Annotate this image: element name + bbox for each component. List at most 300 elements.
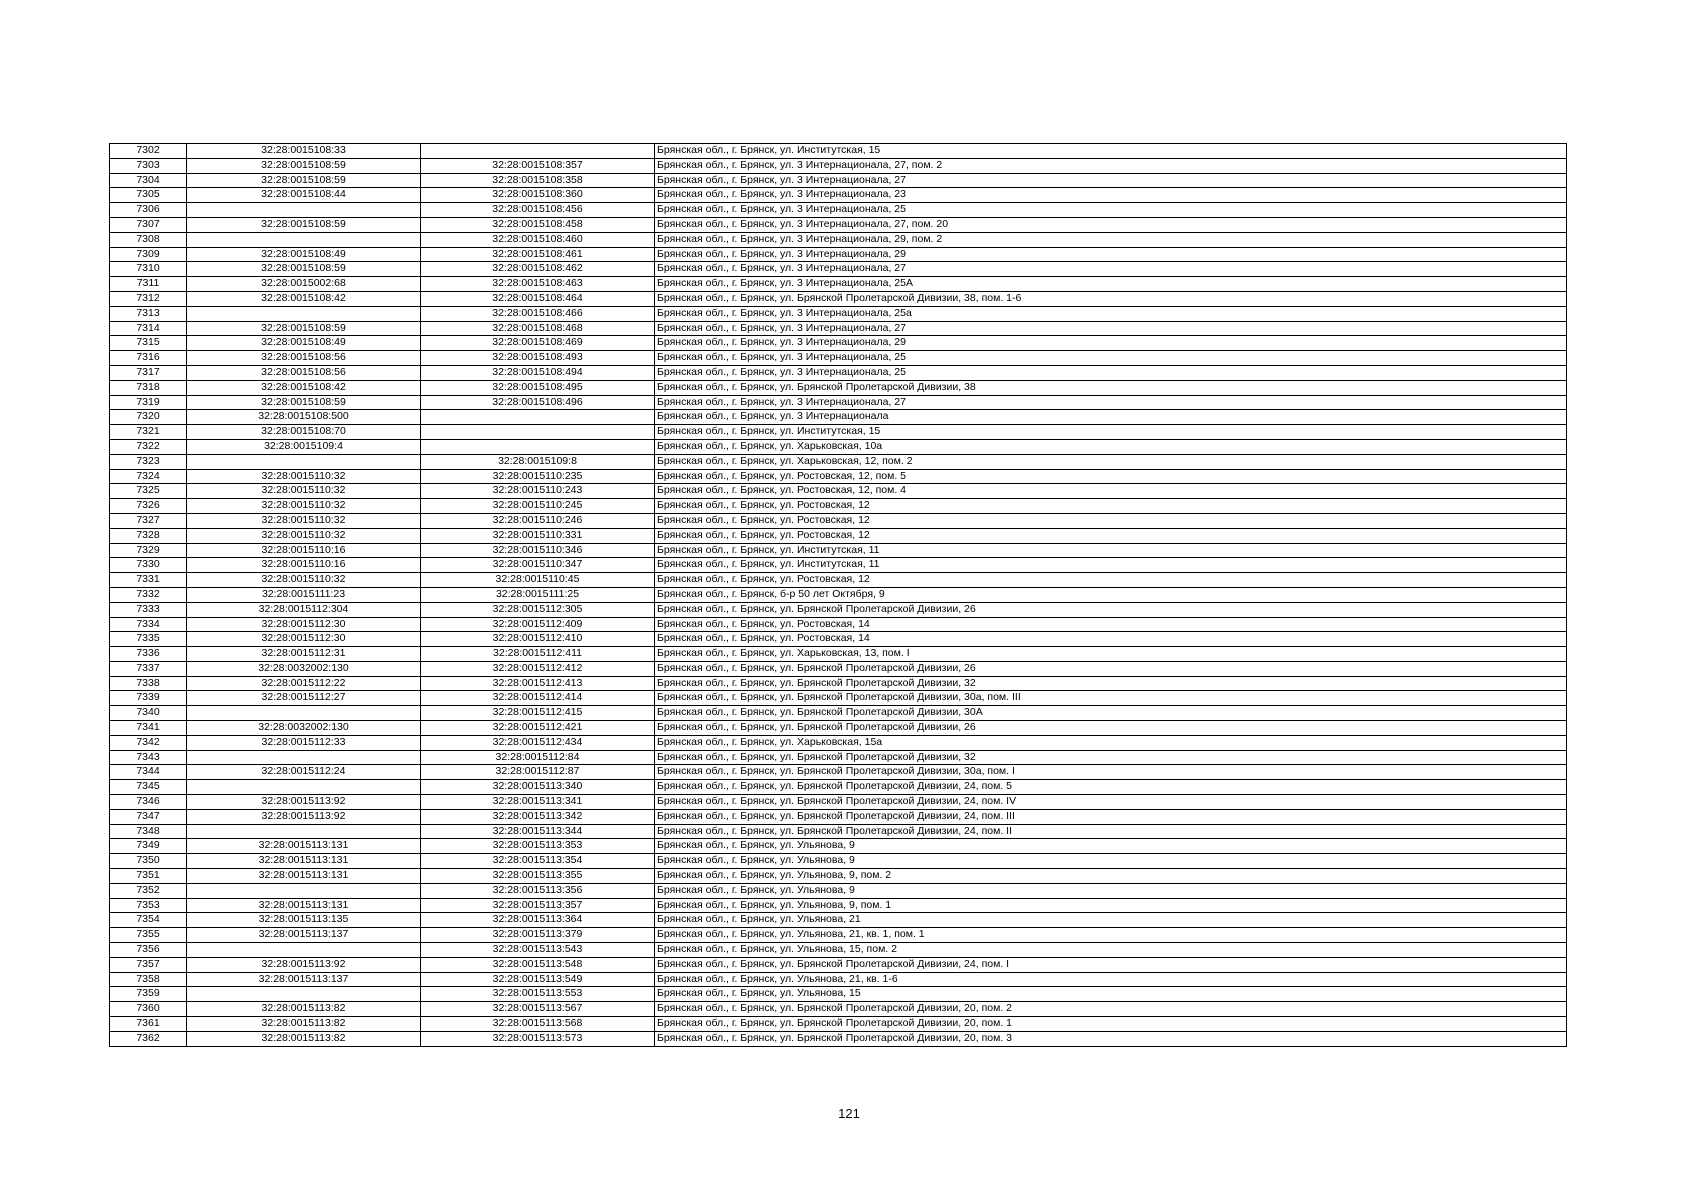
table-row bbox=[110, 469, 1567, 484]
row-number-cell: 7311 bbox=[110, 277, 187, 292]
row-number-cell: 7339 bbox=[110, 691, 187, 706]
row-number-cell: 7343 bbox=[110, 750, 187, 765]
table-row bbox=[110, 780, 1567, 795]
address-cell: Брянская обл., г. Брянск, ул. 3 Интернационала, 25 bbox=[655, 203, 1567, 218]
object-cadastral-number-cell: 32:28:0015108:460 bbox=[421, 232, 655, 247]
table-row bbox=[110, 158, 1567, 173]
table-row bbox=[110, 425, 1567, 440]
row-number-cell: 7318 bbox=[110, 380, 187, 395]
object-cadastral-number-cell: 32:28:0015113:573 bbox=[421, 1031, 655, 1046]
address-cell: Брянская обл., г. Брянск, ул. Брянской Пролетарской Дивизии, 26 bbox=[655, 602, 1567, 617]
table-row bbox=[110, 721, 1567, 736]
row-number-cell: 7346 bbox=[110, 795, 187, 810]
parcel-cadastral-number-cell: 32:28:0015112:30 bbox=[187, 617, 421, 632]
object-cadastral-number-cell: 32:28:0015113:341 bbox=[421, 795, 655, 810]
row-number-cell: 7312 bbox=[110, 291, 187, 306]
row-number-cell: 7337 bbox=[110, 661, 187, 676]
address-cell: Брянская обл., г. Брянск, ул. Ульянова, 9, пом. 2 bbox=[655, 869, 1567, 884]
address-cell: Брянская обл., г. Брянск, ул. Ульянова, 15 bbox=[655, 987, 1567, 1002]
table-row bbox=[110, 1031, 1567, 1046]
object-cadastral-number-cell: 32:28:0015112:421 bbox=[421, 721, 655, 736]
row-number-cell: 7332 bbox=[110, 587, 187, 602]
table-row bbox=[110, 972, 1567, 987]
table-row bbox=[110, 558, 1567, 573]
object-cadastral-number-cell: 32:28:0015110:347 bbox=[421, 558, 655, 573]
row-number-cell: 7356 bbox=[110, 943, 187, 958]
table-row bbox=[110, 854, 1567, 869]
address-cell: Брянская обл., г. Брянск, ул. Брянской Пролетарской Дивизии, 30а, пом. I bbox=[655, 765, 1567, 780]
row-number-cell: 7325 bbox=[110, 484, 187, 499]
parcel-cadastral-number-cell bbox=[187, 943, 421, 958]
row-number-cell: 7351 bbox=[110, 869, 187, 884]
row-number-cell: 7314 bbox=[110, 321, 187, 336]
object-cadastral-number-cell: 32:28:0015110:235 bbox=[421, 469, 655, 484]
parcel-cadastral-number-cell: 32:28:0015108:33 bbox=[187, 144, 421, 159]
object-cadastral-number-cell: 32:28:0015113:356 bbox=[421, 883, 655, 898]
row-number-cell: 7335 bbox=[110, 632, 187, 647]
address-cell: Брянская обл., г. Брянск, ул. 3 Интернационала, 23 bbox=[655, 188, 1567, 203]
address-cell: Брянская обл., г. Брянск, ул. 3 Интернационала, 27 bbox=[655, 395, 1567, 410]
row-number-cell: 7340 bbox=[110, 706, 187, 721]
parcel-cadastral-number-cell: 32:28:0015110:32 bbox=[187, 573, 421, 588]
address-cell: Брянская обл., г. Брянск, ул. Институтская, 15 bbox=[655, 425, 1567, 440]
address-cell: Брянская обл., г. Брянск, ул. 3 Интернационала, 25 bbox=[655, 365, 1567, 380]
table-row bbox=[110, 321, 1567, 336]
table-row bbox=[110, 587, 1567, 602]
object-cadastral-number-cell: 32:28:0015108:464 bbox=[421, 291, 655, 306]
object-cadastral-number-cell: 32:28:0015112:413 bbox=[421, 676, 655, 691]
table-row bbox=[110, 928, 1567, 943]
object-cadastral-number-cell: 32:28:0015113:342 bbox=[421, 809, 655, 824]
object-cadastral-number-cell: 32:28:0015112:305 bbox=[421, 602, 655, 617]
object-cadastral-number-cell: 32:28:0015108:494 bbox=[421, 365, 655, 380]
address-cell: Брянская обл., г. Брянск, ул. Брянской Пролетарской Дивизии, 20, пом. 1 bbox=[655, 1017, 1567, 1032]
object-cadastral-number-cell: 32:28:0015113:344 bbox=[421, 824, 655, 839]
parcel-cadastral-number-cell bbox=[187, 987, 421, 1002]
table-row bbox=[110, 306, 1567, 321]
table-row bbox=[110, 277, 1567, 292]
table-row bbox=[110, 262, 1567, 277]
address-cell: Брянская обл., г. Брянск, ул. Брянской Пролетарской Дивизии, 30а, пом. III bbox=[655, 691, 1567, 706]
row-number-cell: 7355 bbox=[110, 928, 187, 943]
table-row bbox=[110, 602, 1567, 617]
parcel-cadastral-number-cell: 32:28:0015110:32 bbox=[187, 499, 421, 514]
address-cell: Брянская обл., г. Брянск, ул. Ульянова, 15, пом. 2 bbox=[655, 943, 1567, 958]
row-number-cell: 7316 bbox=[110, 351, 187, 366]
parcel-cadastral-number-cell: 32:28:0015113:131 bbox=[187, 854, 421, 869]
row-number-cell: 7313 bbox=[110, 306, 187, 321]
address-cell: Брянская обл., г. Брянск, ул. 3 Интернационала, 29, пом. 2 bbox=[655, 232, 1567, 247]
row-number-cell: 7349 bbox=[110, 839, 187, 854]
address-cell: Брянская обл., г. Брянск, ул. 3 Интернационала, 25 bbox=[655, 351, 1567, 366]
parcel-cadastral-number-cell bbox=[187, 454, 421, 469]
parcel-cadastral-number-cell: 32:28:0015108:59 bbox=[187, 395, 421, 410]
row-number-cell: 7327 bbox=[110, 513, 187, 528]
address-cell: Брянская обл., г. Брянск, ул. Харьковская, 12, пом. 2 bbox=[655, 454, 1567, 469]
row-number-cell: 7304 bbox=[110, 173, 187, 188]
address-cell: Брянская обл., г. Брянск, ул. Институтская, 15 bbox=[655, 144, 1567, 159]
address-cell: Брянская обл., г. Брянск, ул. Ульянова, 21, кв. 1, пом. 1 bbox=[655, 928, 1567, 943]
row-number-cell: 7306 bbox=[110, 203, 187, 218]
parcel-cadastral-number-cell: 32:28:0015108:70 bbox=[187, 425, 421, 440]
cadastral-table bbox=[109, 143, 1567, 1047]
object-cadastral-number-cell: 32:28:0015108:461 bbox=[421, 247, 655, 262]
object-cadastral-number-cell: 32:28:0015110:245 bbox=[421, 499, 655, 514]
table-row bbox=[110, 943, 1567, 958]
row-number-cell: 7354 bbox=[110, 913, 187, 928]
row-number-cell: 7334 bbox=[110, 617, 187, 632]
table-row bbox=[110, 987, 1567, 1002]
parcel-cadastral-number-cell: 32:28:0015113:135 bbox=[187, 913, 421, 928]
table-row bbox=[110, 869, 1567, 884]
table-row bbox=[110, 735, 1567, 750]
object-cadastral-number-cell bbox=[421, 410, 655, 425]
object-cadastral-number-cell: 32:28:0015113:543 bbox=[421, 943, 655, 958]
address-cell: Брянская обл., г. Брянск, ул. 3 Интернационала, 27, пом. 2 bbox=[655, 158, 1567, 173]
table-row bbox=[110, 750, 1567, 765]
object-cadastral-number-cell: 32:28:0015111:25 bbox=[421, 587, 655, 602]
address-cell: Брянская обл., г. Брянск, ул. Брянской Пролетарской Дивизии, 38 bbox=[655, 380, 1567, 395]
parcel-cadastral-number-cell: 32:28:0015108:56 bbox=[187, 365, 421, 380]
address-cell: Брянская обл., г. Брянск, ул. Брянской Пролетарской Дивизии, 38, пом. 1-6 bbox=[655, 291, 1567, 306]
object-cadastral-number-cell: 32:28:0015113:548 bbox=[421, 957, 655, 972]
object-cadastral-number-cell: 32:28:0015112:409 bbox=[421, 617, 655, 632]
parcel-cadastral-number-cell: 32:28:0015108:44 bbox=[187, 188, 421, 203]
address-cell: Брянская обл., г. Брянск, ул. Брянской Пролетарской Дивизии, 26 bbox=[655, 661, 1567, 676]
object-cadastral-number-cell: 32:28:0015108:462 bbox=[421, 262, 655, 277]
address-cell: Брянская обл., г. Брянск, ул. 3 Интернационала, 29 bbox=[655, 336, 1567, 351]
row-number-cell: 7308 bbox=[110, 232, 187, 247]
parcel-cadastral-number-cell bbox=[187, 883, 421, 898]
parcel-cadastral-number-cell bbox=[187, 780, 421, 795]
row-number-cell: 7360 bbox=[110, 1002, 187, 1017]
parcel-cadastral-number-cell bbox=[187, 306, 421, 321]
table-row bbox=[110, 691, 1567, 706]
address-cell: Брянская обл., г. Брянск, ул. 3 Интернационала, 27 bbox=[655, 321, 1567, 336]
parcel-cadastral-number-cell: 32:28:0015112:24 bbox=[187, 765, 421, 780]
table-row bbox=[110, 957, 1567, 972]
row-number-cell: 7362 bbox=[110, 1031, 187, 1046]
row-number-cell: 7309 bbox=[110, 247, 187, 262]
row-number-cell: 7320 bbox=[110, 410, 187, 425]
object-cadastral-number-cell: 32:28:0015108:495 bbox=[421, 380, 655, 395]
parcel-cadastral-number-cell: 32:28:0015108:59 bbox=[187, 217, 421, 232]
parcel-cadastral-number-cell: 32:28:0015002:68 bbox=[187, 277, 421, 292]
address-cell: Брянская обл., г. Брянск, ул. 3 Интернационала bbox=[655, 410, 1567, 425]
object-cadastral-number-cell bbox=[421, 425, 655, 440]
address-cell: Брянская обл., г. Брянск, ул. Харьковская, 10а bbox=[655, 439, 1567, 454]
address-cell: Брянская обл., г. Брянск, ул. Брянской Пролетарской Дивизии, 26 bbox=[655, 721, 1567, 736]
row-number-cell: 7352 bbox=[110, 883, 187, 898]
address-cell: Брянская обл., г. Брянск, ул. Ростовская, 12, пом. 5 bbox=[655, 469, 1567, 484]
row-number-cell: 7322 bbox=[110, 439, 187, 454]
table-row bbox=[110, 543, 1567, 558]
address-cell: Брянская обл., г. Брянск, ул. 3 Интернационала, 25а bbox=[655, 306, 1567, 321]
table-row bbox=[110, 365, 1567, 380]
table-row bbox=[110, 824, 1567, 839]
parcel-cadastral-number-cell bbox=[187, 232, 421, 247]
row-number-cell: 7341 bbox=[110, 721, 187, 736]
row-number-cell: 7331 bbox=[110, 573, 187, 588]
object-cadastral-number-cell: 32:28:0015110:246 bbox=[421, 513, 655, 528]
parcel-cadastral-number-cell: 32:28:0015108:59 bbox=[187, 158, 421, 173]
row-number-cell: 7330 bbox=[110, 558, 187, 573]
parcel-cadastral-number-cell: 32:28:0015113:82 bbox=[187, 1017, 421, 1032]
row-number-cell: 7303 bbox=[110, 158, 187, 173]
table-row bbox=[110, 203, 1567, 218]
table-row bbox=[110, 232, 1567, 247]
table-row bbox=[110, 528, 1567, 543]
table-row bbox=[110, 291, 1567, 306]
row-number-cell: 7319 bbox=[110, 395, 187, 410]
row-number-cell: 7353 bbox=[110, 898, 187, 913]
address-cell: Брянская обл., г. Брянск, ул. 3 Интернационала, 25А bbox=[655, 277, 1567, 292]
address-cell: Брянская обл., г. Брянск, ул. Ульянова, 21, кв. 1-6 bbox=[655, 972, 1567, 987]
address-cell: Брянская обл., г. Брянск, ул. Брянской Пролетарской Дивизии, 20, пом. 3 bbox=[655, 1031, 1567, 1046]
parcel-cadastral-number-cell: 32:28:0015111:23 bbox=[187, 587, 421, 602]
row-number-cell: 7328 bbox=[110, 528, 187, 543]
address-cell: Брянская обл., г. Брянск, ул. Ульянова, 21 bbox=[655, 913, 1567, 928]
parcel-cadastral-number-cell: 32:28:0015109:4 bbox=[187, 439, 421, 454]
object-cadastral-number-cell: 32:28:0015108:358 bbox=[421, 173, 655, 188]
parcel-cadastral-number-cell: 32:28:0015110:16 bbox=[187, 543, 421, 558]
row-number-cell: 7358 bbox=[110, 972, 187, 987]
address-cell: Брянская обл., г. Брянск, ул. Институтская, 11 bbox=[655, 543, 1567, 558]
parcel-cadastral-number-cell: 32:28:0015108:59 bbox=[187, 262, 421, 277]
parcel-cadastral-number-cell: 32:28:0015110:16 bbox=[187, 558, 421, 573]
table-row bbox=[110, 676, 1567, 691]
parcel-cadastral-number-cell bbox=[187, 824, 421, 839]
row-number-cell: 7336 bbox=[110, 647, 187, 662]
object-cadastral-number-cell: 32:28:0015112:84 bbox=[421, 750, 655, 765]
table-body bbox=[110, 144, 1567, 1047]
table-row bbox=[110, 513, 1567, 528]
parcel-cadastral-number-cell: 32:28:0015113:131 bbox=[187, 898, 421, 913]
row-number-cell: 7338 bbox=[110, 676, 187, 691]
table-row bbox=[110, 499, 1567, 514]
row-number-cell: 7315 bbox=[110, 336, 187, 351]
address-cell: Брянская обл., г. Брянск, ул. 3 Интернационала, 27, пом. 20 bbox=[655, 217, 1567, 232]
table-row bbox=[110, 839, 1567, 854]
address-cell: Брянская обл., г. Брянск, ул. Ростовская, 12 bbox=[655, 573, 1567, 588]
address-cell: Брянская обл., г. Брянск, ул. Ульянова, 9, пом. 1 bbox=[655, 898, 1567, 913]
address-cell: Брянская обл., г. Брянск, ул. 3 Интернационала, 29 bbox=[655, 247, 1567, 262]
object-cadastral-number-cell: 32:28:0015110:346 bbox=[421, 543, 655, 558]
object-cadastral-number-cell: 32:28:0015113:553 bbox=[421, 987, 655, 1002]
row-number-cell: 7347 bbox=[110, 809, 187, 824]
object-cadastral-number-cell: 32:28:0015108:496 bbox=[421, 395, 655, 410]
address-cell: Брянская обл., г. Брянск, ул. Брянской Пролетарской Дивизии, 20, пом. 2 bbox=[655, 1002, 1567, 1017]
object-cadastral-number-cell: 32:28:0015113:567 bbox=[421, 1002, 655, 1017]
object-cadastral-number-cell: 32:28:0015110:45 bbox=[421, 573, 655, 588]
parcel-cadastral-number-cell: 32:28:0015112:30 bbox=[187, 632, 421, 647]
address-cell: Брянская обл., г. Брянск, ул. Харьковская, 13, пом. I bbox=[655, 647, 1567, 662]
parcel-cadastral-number-cell: 32:28:0015113:82 bbox=[187, 1002, 421, 1017]
parcel-cadastral-number-cell: 32:28:0015108:59 bbox=[187, 321, 421, 336]
parcel-cadastral-number-cell: 32:28:0015108:42 bbox=[187, 291, 421, 306]
parcel-cadastral-number-cell: 32:28:0032002:130 bbox=[187, 721, 421, 736]
object-cadastral-number-cell: 32:28:0015110:331 bbox=[421, 528, 655, 543]
parcel-cadastral-number-cell: 32:28:0015113:137 bbox=[187, 972, 421, 987]
parcel-cadastral-number-cell: 32:28:0015113:131 bbox=[187, 839, 421, 854]
row-number-cell: 7307 bbox=[110, 217, 187, 232]
parcel-cadastral-number-cell: 32:28:0015108:42 bbox=[187, 380, 421, 395]
parcel-cadastral-number-cell: 32:28:0015110:32 bbox=[187, 513, 421, 528]
object-cadastral-number-cell: 32:28:0015112:434 bbox=[421, 735, 655, 750]
parcel-cadastral-number-cell: 32:28:0032002:130 bbox=[187, 661, 421, 676]
object-cadastral-number-cell: 32:28:0015112:414 bbox=[421, 691, 655, 706]
page-number: 121 bbox=[838, 1106, 860, 1121]
address-cell: Брянская обл., г. Брянск, ул. Ульянова, 9 bbox=[655, 883, 1567, 898]
table-row bbox=[110, 661, 1567, 676]
table-row bbox=[110, 395, 1567, 410]
address-cell: Брянская обл., г. Брянск, ул. Брянской Пролетарской Дивизии, 24, пом. III bbox=[655, 809, 1567, 824]
row-number-cell: 7321 bbox=[110, 425, 187, 440]
object-cadastral-number-cell: 32:28:0015108:469 bbox=[421, 336, 655, 351]
object-cadastral-number-cell: 32:28:0015112:415 bbox=[421, 706, 655, 721]
table-row bbox=[110, 1002, 1567, 1017]
parcel-cadastral-number-cell: 32:28:0015113:82 bbox=[187, 1031, 421, 1046]
address-cell: Брянская обл., г. Брянск, ул. 3 Интернационала, 27 bbox=[655, 173, 1567, 188]
row-number-cell: 7345 bbox=[110, 780, 187, 795]
object-cadastral-number-cell: 32:28:0015110:243 bbox=[421, 484, 655, 499]
object-cadastral-number-cell: 32:28:0015108:463 bbox=[421, 277, 655, 292]
object-cadastral-number-cell: 32:28:0015112:410 bbox=[421, 632, 655, 647]
parcel-cadastral-number-cell: 32:28:0015108:500 bbox=[187, 410, 421, 425]
table-row bbox=[110, 247, 1567, 262]
row-number-cell: 7310 bbox=[110, 262, 187, 277]
table-row bbox=[110, 1017, 1567, 1032]
object-cadastral-number-cell: 32:28:0015108:466 bbox=[421, 306, 655, 321]
table-row bbox=[110, 632, 1567, 647]
object-cadastral-number-cell: 32:28:0015113:568 bbox=[421, 1017, 655, 1032]
address-cell: Брянская обл., г. Брянск, ул. Брянской Пролетарской Дивизии, 32 bbox=[655, 676, 1567, 691]
object-cadastral-number-cell: 32:28:0015113:549 bbox=[421, 972, 655, 987]
address-cell: Брянская обл., г. Брянск, ул. Ростовская, 14 bbox=[655, 617, 1567, 632]
table-row bbox=[110, 351, 1567, 366]
parcel-cadastral-number-cell: 32:28:0015113:92 bbox=[187, 795, 421, 810]
address-cell: Брянская обл., г. Брянск, ул. Ульянова, 9 bbox=[655, 839, 1567, 854]
parcel-cadastral-number-cell: 32:28:0015113:131 bbox=[187, 869, 421, 884]
address-cell: Брянская обл., г. Брянск, ул. Институтская, 11 bbox=[655, 558, 1567, 573]
object-cadastral-number-cell: 32:28:0015109:8 bbox=[421, 454, 655, 469]
row-number-cell: 7324 bbox=[110, 469, 187, 484]
table-row bbox=[110, 454, 1567, 469]
row-number-cell: 7348 bbox=[110, 824, 187, 839]
object-cadastral-number-cell bbox=[421, 144, 655, 159]
parcel-cadastral-number-cell: 32:28:0015108:49 bbox=[187, 247, 421, 262]
table-row bbox=[110, 484, 1567, 499]
parcel-cadastral-number-cell bbox=[187, 750, 421, 765]
parcel-cadastral-number-cell: 32:28:0015108:49 bbox=[187, 336, 421, 351]
parcel-cadastral-number-cell: 32:28:0015110:32 bbox=[187, 528, 421, 543]
object-cadastral-number-cell: 32:28:0015112:87 bbox=[421, 765, 655, 780]
address-cell: Брянская обл., г. Брянск, ул. Харьковская, 15а bbox=[655, 735, 1567, 750]
parcel-cadastral-number-cell: 32:28:0015112:22 bbox=[187, 676, 421, 691]
table-row bbox=[110, 647, 1567, 662]
table-row bbox=[110, 217, 1567, 232]
object-cadastral-number-cell: 32:28:0015113:355 bbox=[421, 869, 655, 884]
address-cell: Брянская обл., г. Брянск, ул. Ростовская, 12 bbox=[655, 499, 1567, 514]
address-cell: Брянская обл., г. Брянск, ул. Брянской Пролетарской Дивизии, 30А bbox=[655, 706, 1567, 721]
object-cadastral-number-cell: 32:28:0015108:360 bbox=[421, 188, 655, 203]
table-row bbox=[110, 795, 1567, 810]
address-cell: Брянская обл., г. Брянск, ул. Ростовская, 14 bbox=[655, 632, 1567, 647]
table-row bbox=[110, 173, 1567, 188]
parcel-cadastral-number-cell: 32:28:0015112:33 bbox=[187, 735, 421, 750]
row-number-cell: 7302 bbox=[110, 144, 187, 159]
parcel-cadastral-number-cell: 32:28:0015110:32 bbox=[187, 484, 421, 499]
object-cadastral-number-cell bbox=[421, 439, 655, 454]
table-row bbox=[110, 573, 1567, 588]
parcel-cadastral-number-cell: 32:28:0015113:92 bbox=[187, 957, 421, 972]
parcel-cadastral-number-cell bbox=[187, 203, 421, 218]
row-number-cell: 7344 bbox=[110, 765, 187, 780]
object-cadastral-number-cell: 32:28:0015112:412 bbox=[421, 661, 655, 676]
table-row bbox=[110, 336, 1567, 351]
object-cadastral-number-cell: 32:28:0015113:379 bbox=[421, 928, 655, 943]
address-cell: Брянская обл., г. Брянск, ул. Ульянова, 9 bbox=[655, 854, 1567, 869]
object-cadastral-number-cell: 32:28:0015112:411 bbox=[421, 647, 655, 662]
table-row bbox=[110, 439, 1567, 454]
parcel-cadastral-number-cell bbox=[187, 706, 421, 721]
parcel-cadastral-number-cell: 32:28:0015112:27 bbox=[187, 691, 421, 706]
parcel-cadastral-number-cell: 32:28:0015113:92 bbox=[187, 809, 421, 824]
parcel-cadastral-number-cell: 32:28:0015113:137 bbox=[187, 928, 421, 943]
table-row bbox=[110, 883, 1567, 898]
object-cadastral-number-cell: 32:28:0015108:468 bbox=[421, 321, 655, 336]
address-cell: Брянская обл., г. Брянск, ул. Ростовская, 12, пом. 4 bbox=[655, 484, 1567, 499]
table-row bbox=[110, 809, 1567, 824]
address-cell: Брянская обл., г. Брянск, ул. Ростовская, 12 bbox=[655, 513, 1567, 528]
row-number-cell: 7357 bbox=[110, 957, 187, 972]
row-number-cell: 7317 bbox=[110, 365, 187, 380]
table-row bbox=[110, 898, 1567, 913]
address-cell: Брянская обл., г. Брянск, б-р 50 лет Октября, 9 bbox=[655, 587, 1567, 602]
row-number-cell: 7359 bbox=[110, 987, 187, 1002]
object-cadastral-number-cell: 32:28:0015113:357 bbox=[421, 898, 655, 913]
row-number-cell: 7326 bbox=[110, 499, 187, 514]
object-cadastral-number-cell: 32:28:0015108:456 bbox=[421, 203, 655, 218]
parcel-cadastral-number-cell: 32:28:0015112:304 bbox=[187, 602, 421, 617]
table-row bbox=[110, 188, 1567, 203]
table-row bbox=[110, 144, 1567, 159]
row-number-cell: 7342 bbox=[110, 735, 187, 750]
object-cadastral-number-cell: 32:28:0015113:340 bbox=[421, 780, 655, 795]
row-number-cell: 7333 bbox=[110, 602, 187, 617]
table-row bbox=[110, 617, 1567, 632]
object-cadastral-number-cell: 32:28:0015108:458 bbox=[421, 217, 655, 232]
object-cadastral-number-cell: 32:28:0015113:364 bbox=[421, 913, 655, 928]
parcel-cadastral-number-cell: 32:28:0015110:32 bbox=[187, 469, 421, 484]
parcel-cadastral-number-cell: 32:28:0015108:56 bbox=[187, 351, 421, 366]
object-cadastral-number-cell: 32:28:0015113:354 bbox=[421, 854, 655, 869]
table-row bbox=[110, 765, 1567, 780]
table-row bbox=[110, 706, 1567, 721]
row-number-cell: 7305 bbox=[110, 188, 187, 203]
object-cadastral-number-cell: 32:28:0015113:353 bbox=[421, 839, 655, 854]
address-cell: Брянская обл., г. Брянск, ул. Брянской Пролетарской Дивизии, 32 bbox=[655, 750, 1567, 765]
address-cell: Брянская обл., г. Брянск, ул. Брянской Пролетарской Дивизии, 24, пом. 5 bbox=[655, 780, 1567, 795]
address-cell: Брянская обл., г. Брянск, ул. 3 Интернационала, 27 bbox=[655, 262, 1567, 277]
parcel-cadastral-number-cell: 32:28:0015108:59 bbox=[187, 173, 421, 188]
address-cell: Брянская обл., г. Брянск, ул. Ростовская, 12 bbox=[655, 528, 1567, 543]
row-number-cell: 7350 bbox=[110, 854, 187, 869]
object-cadastral-number-cell: 32:28:0015108:493 bbox=[421, 351, 655, 366]
address-cell: Брянская обл., г. Брянск, ул. Брянской Пролетарской Дивизии, 24, пом. IV bbox=[655, 795, 1567, 810]
address-cell: Брянская обл., г. Брянск, ул. Брянской Пролетарской Дивизии, 24, пом. I bbox=[655, 957, 1567, 972]
row-number-cell: 7361 bbox=[110, 1017, 187, 1032]
